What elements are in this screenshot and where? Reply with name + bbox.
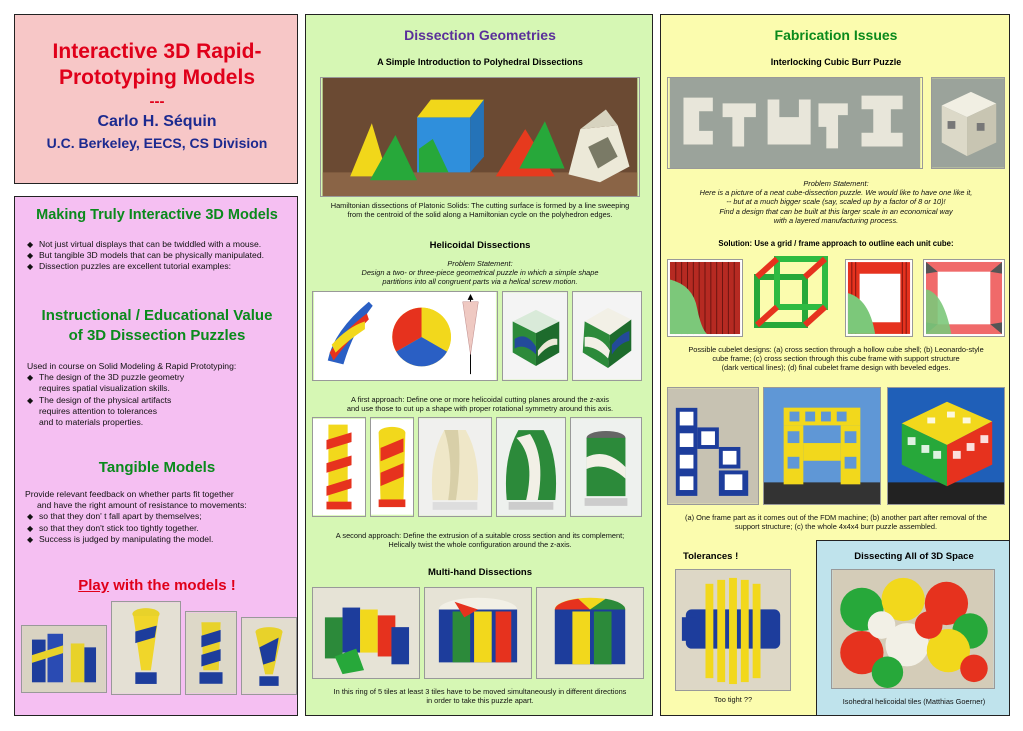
helicoidal-cube-photo-2 [572,291,642,381]
caption-line: A second approach: Define the extrusion of a suitable cross section and its complement; [335,531,625,540]
space-panel [816,540,1010,716]
helix-model-green-cylinder [570,417,642,517]
multi-hand-caption [310,687,650,705]
platonic-solids-photo [320,77,640,197]
multi-hand-photo-1 [312,587,420,679]
isohedral-tiles-photo [831,569,995,689]
bullet-continuation: and to materials properties. [39,417,144,428]
burr-puzzle-subtitle: Interlocking Cubic Burr Puzzle [770,57,902,67]
cubelet-a [667,259,743,337]
tolerance-photo [675,569,791,691]
feedback-text-cont: and have the right amount of resistance to movements: [37,500,247,511]
affiliation: U.C. Berkeley, EECS, CS Division [46,135,268,151]
multi-hand-photo-3 [536,587,644,679]
caption-line: cube frame; (c) cross section through this cube frame with support structure [712,354,960,364]
bullet-item: ◆ The design of the 3D puzzle geometry [25,372,295,383]
helix-model-green-white [496,417,566,517]
bullet-continuation: requires spatial visualization skills. [39,383,170,394]
tolerances-title: Tolerances ! [683,551,739,562]
fabrication-issues-title: Fabrication Issues [774,27,898,43]
author-name: Carlo H. Séquin [97,113,217,130]
heading-educational-value-1: Instructional / Educational Value [41,307,273,324]
bullet-continuation: requires attention to tolerances [39,405,157,416]
multi-hand-photo-2 [424,587,532,679]
helix-model-yellow [370,417,414,517]
platonic-caption [310,201,650,219]
approach2-caption [310,531,650,549]
caption-line: in order to take this puzzle apart. [426,696,534,706]
helix-diagram [312,291,498,381]
bullet-item: ◆ Success is judged by manipulating the model. [25,534,295,545]
play-rest: with the models ! [109,577,236,594]
cubelet-c [845,259,913,337]
caption-line: A first approach: Define one or more helicoidal cutting planes around the z-axis [351,395,609,404]
frame-caption [661,513,1011,531]
heading-tangible-models: Tangible Models [98,459,216,476]
poster-title-line1: Interactive 3D Rapid- [52,40,262,63]
center-panel [305,14,653,716]
problem-line: -- but at a much bigger scale (say, scaled up by a factor of 8 or 10)! [726,197,946,207]
solution-text: Solution: Use a grid / frame approach to outline each unit cube: [718,239,954,248]
bullet-item: ◆ Not just virtual displays that can be twiddled with a mouse. [25,239,295,250]
multi-hand-title: Multi-hand Dissections [428,567,532,578]
helicoidal-cube-photo-1 [502,291,568,381]
problem-line: partitions into all congruent parts via a helical screw motion. [382,277,578,287]
polyhedral-subtitle: A Simple Introduction to Polyhedral Dissections [377,57,583,67]
bullet-item: ◆ so that they don't stick too tightly together. [25,523,295,534]
feedback-text: Provide relevant feedback on whether parts fit together [25,489,234,499]
caption-line: Possible cubelet designs: (a) cross section through a hollow cube shell; (b) Leonardo-style [688,345,984,354]
poster-title-line2: Prototyping Models [59,66,255,89]
problem-title: Problem Statement: [803,179,869,188]
tolerance-caption: Too tight ?? [713,695,753,704]
space-title: Dissecting All of 3D Space [854,551,974,562]
tangible-block [25,489,295,545]
course-block [25,361,295,428]
title-panel [14,14,298,184]
helix-model-red-yellow [312,417,366,517]
course-text: Used in course on Solid Modeling & Rapid Prototyping: [27,361,237,371]
caption-line: and use those to cut up a shape with proper rotational symmetry around this axis. [346,404,614,414]
problem-line: Design a two- or three-piece geometrical puzzle in which a simple shape [361,268,599,278]
heading-interactive-models: Making Truly Interactive 3D Models [36,207,278,223]
caption-line: Helically twist the whole configuration around the z-axis. [388,540,572,550]
approach1-caption [310,395,650,413]
burr-assembled-photo [931,77,1005,169]
problem-line: Here is a picture of a neat cube-dissection puzzle. We would like to have one like it, [699,188,973,198]
caption-line: In this ring of 5 tiles at least 3 tiles have to be moved simultaneously in different directions [333,687,627,696]
problem-line: with a layered manufacturing process. [773,215,899,225]
bullet-item: ◆ so that they don' t fall apart by themselves; [25,511,295,522]
heading-educational-value-2: of 3D Dissection Puzzles [68,327,246,344]
caption-line: Hamiltonian dissections of Platonic Solids: The cutting surface is formed by a line sweeping [330,201,630,210]
bullet-item: ◆ Dissection puzzles are excellent tutorial examples: [25,261,295,272]
intro-bullet-list [25,239,295,273]
helicoidal-problem [306,259,654,287]
play-callout [15,577,299,594]
cubelet-b [749,251,835,337]
left-panel [14,196,298,716]
cubelet-caption [661,345,1011,373]
frame-part-photo-b [763,387,881,505]
model-photo-4 [241,617,297,695]
cubelet-d [923,259,1005,337]
helix-model-white [418,417,492,517]
problem-title: Problem Statement: [447,259,513,268]
play-word: Play [78,577,110,594]
space-caption: Isohedral helicoidal tiles (Matthias Goerner) [842,697,986,706]
model-photo-1 [21,625,107,693]
caption-line: from the centroid of the solid along a Hamiltonian cycle on the polyhedron edges. [347,210,613,220]
burr-problem [661,179,1011,225]
frame-part-photo-a [667,387,759,505]
burr-assembly-photo-c [887,387,1005,505]
burr-pieces-photo [667,77,923,169]
helicoidal-title: Helicoidal Dissections [429,240,531,251]
bullet-item: ◆ The design of the physical artifacts [25,395,295,406]
caption-line: (a) One frame part as it comes out of the FDM machine; (b) another part after removal of the [685,513,987,522]
model-photo-3 [185,611,237,695]
bullet-item: ◆ But tangible 3D models that can be physically manipulated. [25,250,295,261]
model-photo-2 [111,601,181,695]
title-separator: --- [149,93,165,110]
caption-line: support structure; (c) the whole 4x4x4 burr puzzle assembled. [734,522,938,532]
caption-line: (dark vertical lines); (d) final cubelet frame design with beveled edges. [721,363,951,373]
problem-line: Find a design that can be built at this larger scale in an economical way [719,206,953,216]
dissection-geometries-title: Dissection Geometries [404,27,556,43]
